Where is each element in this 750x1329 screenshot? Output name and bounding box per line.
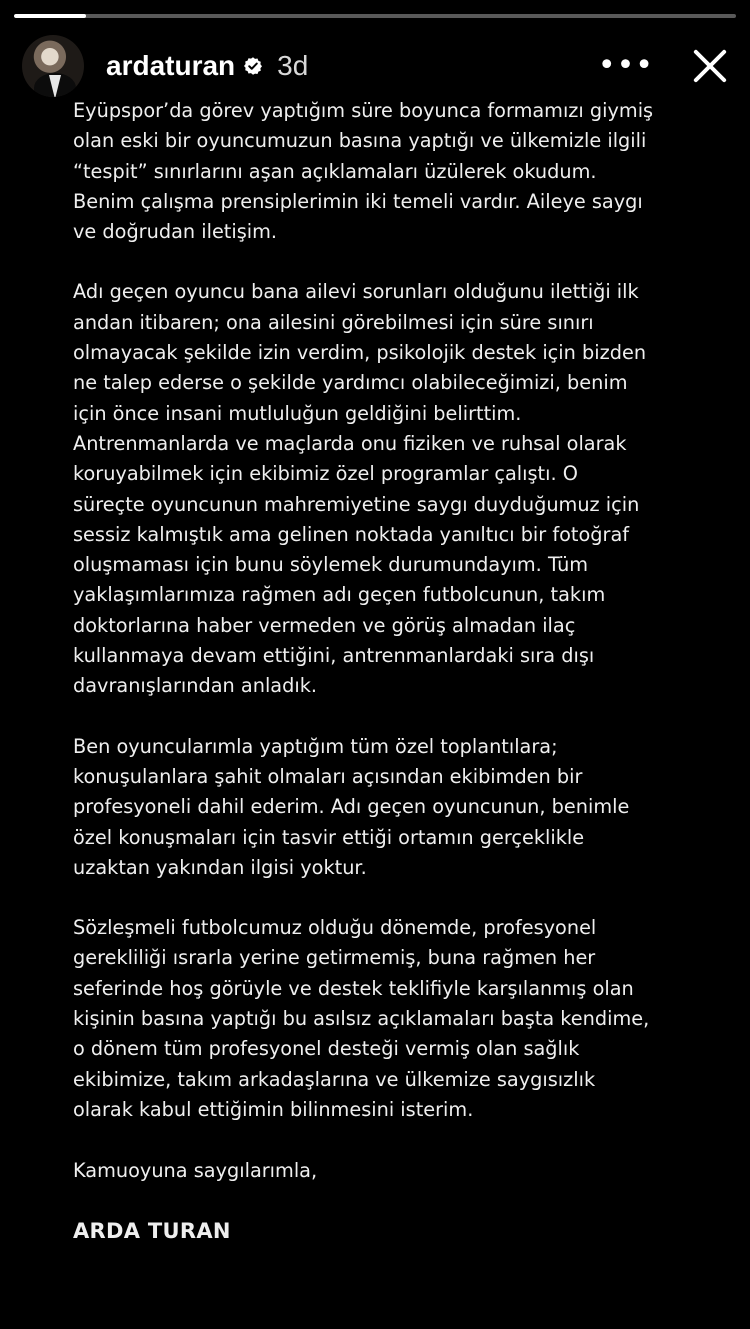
text-line: Ben oyuncularımla yaptığım tüm özel toplantılara; <box>73 734 558 758</box>
story-progress-bar <box>14 14 736 18</box>
text-line: süreçte oyuncunun mahremiyetine saygı duyduğumuz için <box>73 492 640 516</box>
story-progress-fill <box>14 14 86 18</box>
text-line: sessiz kalmıştık ama gelinen noktada yanıltıcı bir fotoğraf <box>73 522 630 546</box>
text-line: olmayacak şekilde izin verdim, psikolojik destek için bizden <box>73 341 647 365</box>
text-line: kullanmaya devam ettiğini, antrenmanlardaki sıra dışı <box>73 644 595 668</box>
text-line: Sözleşmeli futbolcumuz olduğu dönemde, profesyonel <box>73 916 597 940</box>
text-line: özel konuşmaları için tasvir ettiği ortamın gerçeklikle <box>73 825 585 849</box>
text-line: Antrenmanlarda ve maçlarda onu fiziken ve ruhsal olarak <box>73 431 627 455</box>
text-line: doktorlarına haber vermeden ve görüş almadan ilaç <box>73 613 576 637</box>
statement-text <box>73 96 713 1246</box>
text-line: andan itibaren; ona ailesini görebilmesi için süre sınırı <box>73 310 594 334</box>
text-line: uzaktan yakından ilgisi yoktur. <box>73 855 367 879</box>
text-line: Benim çalışma prensiplerimin iki temeli vardır. Aileye saygı <box>73 189 643 213</box>
text-line: konuşulanlara şahit olmaları açısından ekibimden bir <box>73 764 583 788</box>
text-line: için önce insani mutluluğun geldiğini belirttim. <box>73 401 522 425</box>
close-icon[interactable] <box>690 46 730 86</box>
avatar[interactable] <box>22 35 84 97</box>
text-line: yaklaşımlarımıza rağmen adı geçen futbolcunun, takım <box>73 583 606 607</box>
text-line: o dönem tüm profesyonel desteği vermiş olan sağlık <box>73 1037 580 1061</box>
text-line: koruyabilmek için ekibimiz özel programlar çalıştı. O <box>73 462 578 486</box>
paragraph <box>73 913 713 1125</box>
text-line: ne talep ederse o şekilde yardımcı olabileceğimizi, benim <box>73 371 628 395</box>
paragraph <box>73 732 713 883</box>
text-line: seferinde hoş görüyle ve destek teklifiyle karşılanmış olan <box>73 976 634 1000</box>
username[interactable]: ardaturan <box>106 50 236 81</box>
paragraph <box>73 277 713 701</box>
text-line: davranışlarından anladık. <box>73 674 318 698</box>
text-line: ekibimize, takım arkadaşlarına ve ülkemize saygısızlık <box>73 1067 596 1091</box>
text-line: profesyoneli dahil ederim. Adı geçen oyuncunun, benimle <box>73 795 630 819</box>
verified-badge-icon <box>243 56 263 76</box>
text-line: Adı geçen oyuncu bana ailevi sorunları olduğunu ilettiği ilk <box>73 280 639 304</box>
paragraph <box>73 96 713 247</box>
text-line: olan eski bir oyuncumuzun basına yaptığı ve ülkemizle ilgili <box>73 129 647 153</box>
post-time: 3d <box>277 50 309 81</box>
text-line: “tespit” sınırlarını aşan açıklamaları üzülerek okudum. <box>73 159 597 183</box>
text-line: gerekliliği ısrarla yerine getirmemiş, buna rağmen her <box>73 946 596 970</box>
text-line: olarak kabul ettiğimin bilinmesini isterim. <box>73 1097 474 1121</box>
text-line: Kamuoyuna saygılarımla, <box>73 1159 318 1183</box>
text-line: ve doğrudan iletişim. <box>73 220 278 244</box>
text-line: oluşmaması için bunu söylemek durumundayım. Tüm <box>73 553 589 577</box>
text-line: Eyüpspor’da görev yaptığım süre boyunca formamızı giymiş <box>73 99 654 122</box>
paragraph <box>73 1156 713 1186</box>
signature: ARDA TURAN <box>73 1218 231 1243</box>
text-line: kişinin basına yaptığı bu asılsız açıklamaları başta kendime, <box>73 1007 650 1031</box>
story-header <box>22 34 730 98</box>
more-options-icon[interactable]: ••• <box>597 48 654 83</box>
